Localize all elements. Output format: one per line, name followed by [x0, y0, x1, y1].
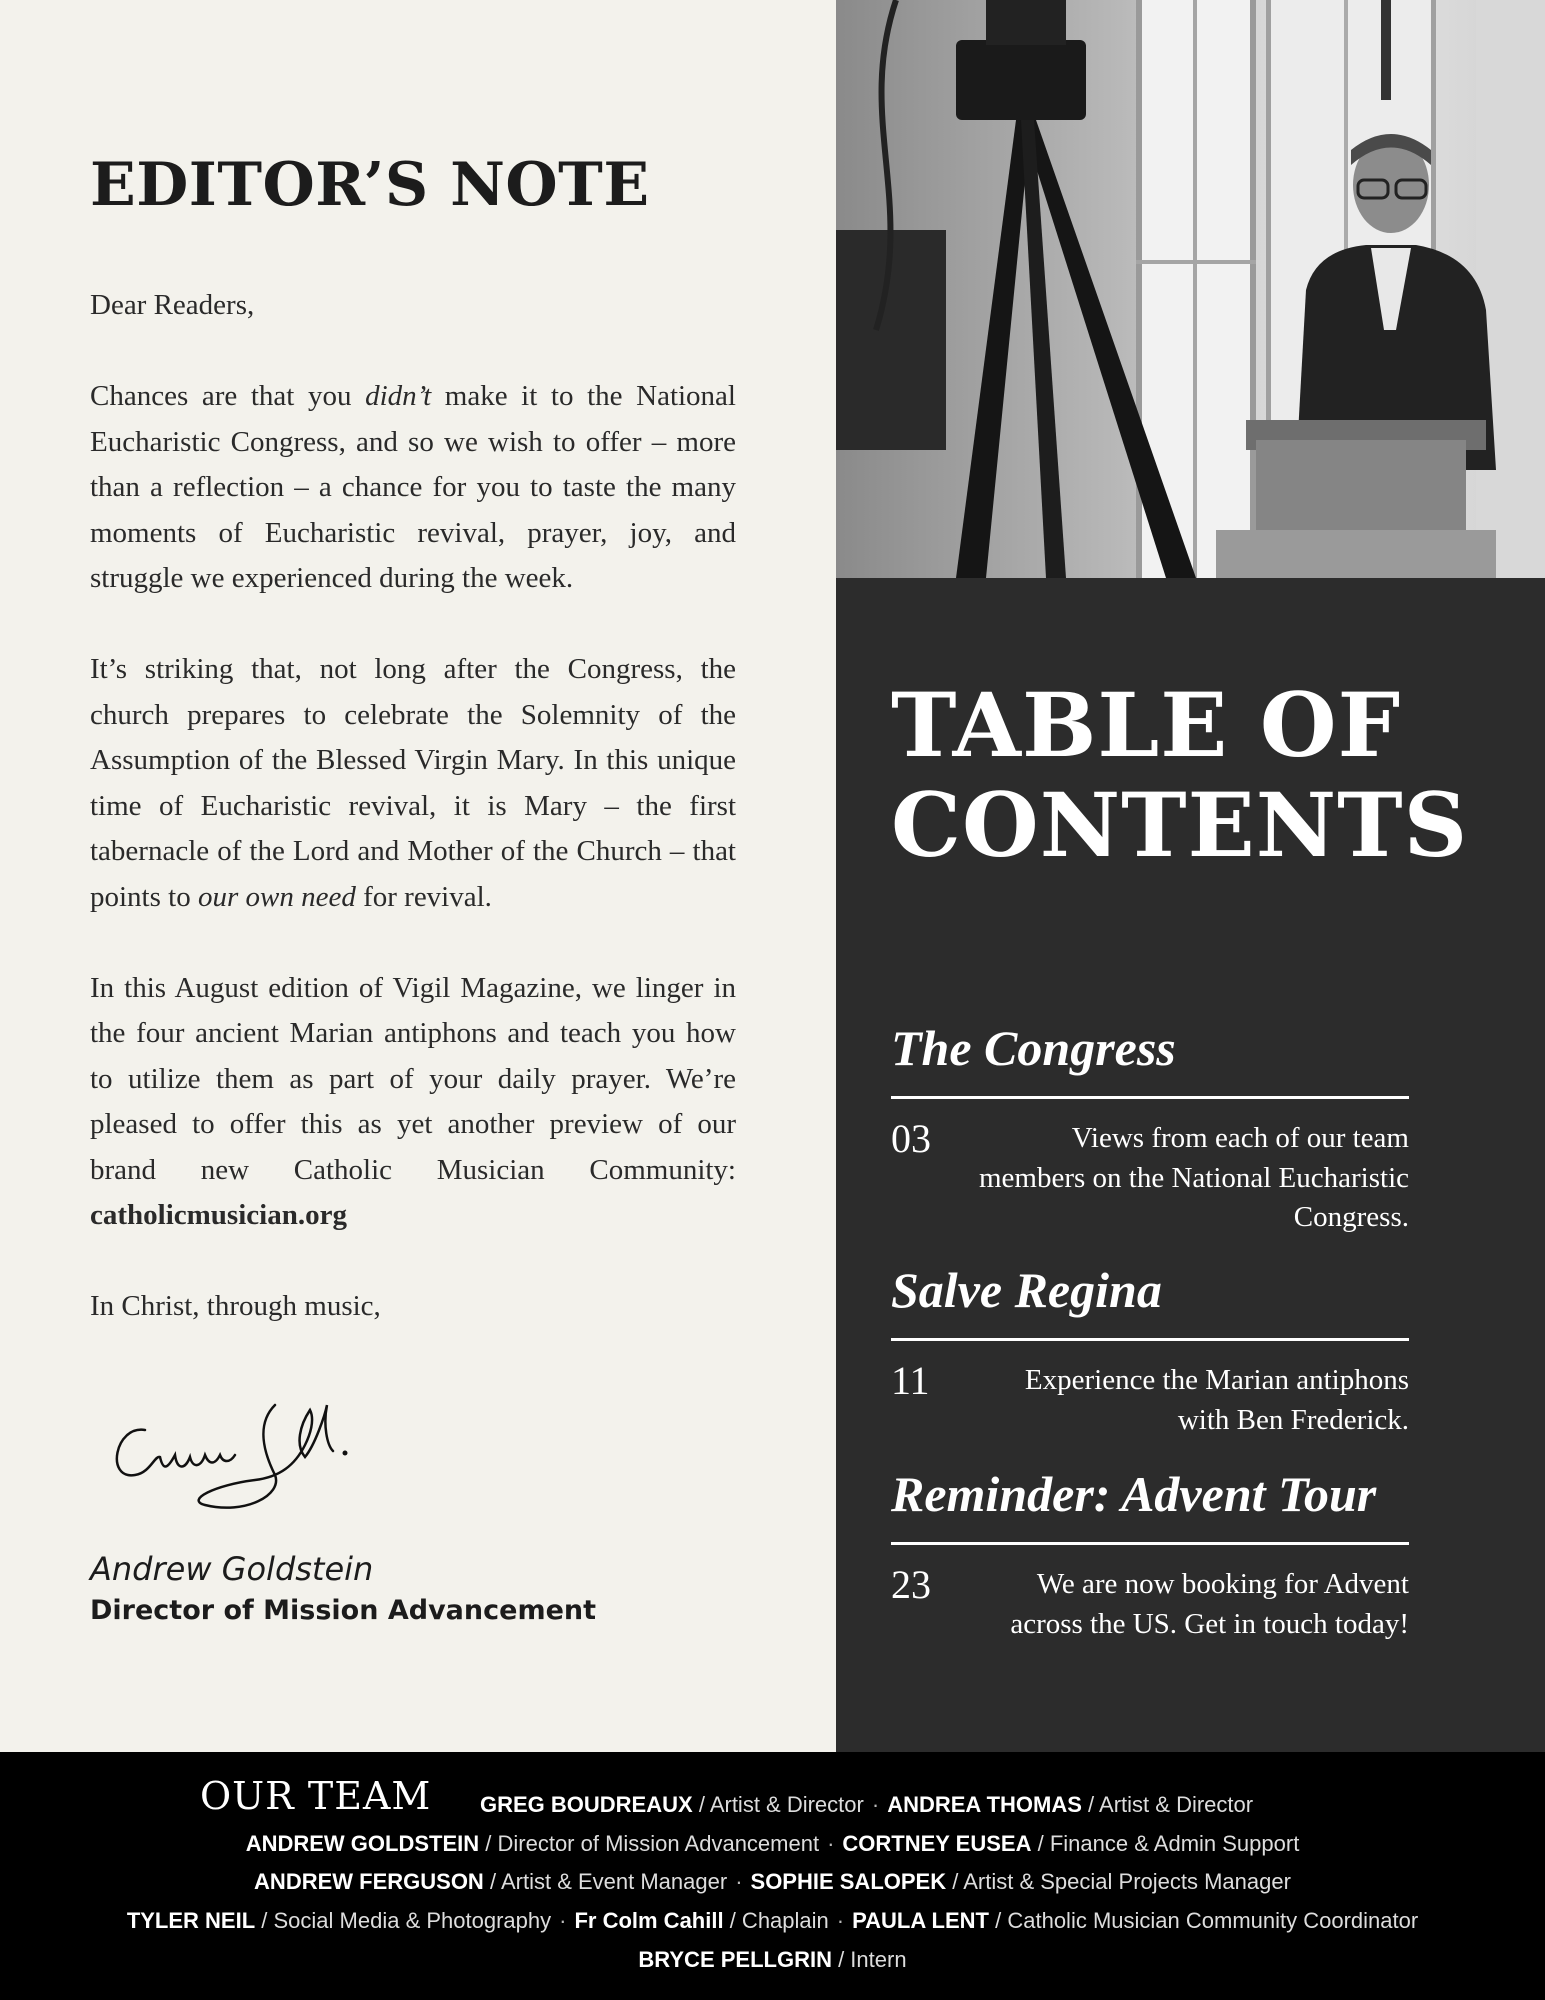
team-member-role: / Catholic Musician Community Coordinator: [995, 1908, 1419, 1933]
letter-greeting: Dear Readers,: [90, 289, 255, 321]
team-member-name: SOPHIE SALOPEK: [750, 1869, 947, 1894]
team-member-name: ANDREW GOLDSTEIN: [245, 1831, 480, 1856]
toc-entry-congress[interactable]: [891, 1018, 1409, 1238]
handwritten-signature: [105, 1385, 365, 1515]
toc-divider: [891, 1096, 1409, 1099]
team-member-name: TYLER NEIL: [126, 1908, 256, 1933]
toc-entry-heading: The Congress: [891, 1020, 1176, 1076]
letter-paragraph-1: [90, 374, 736, 602]
toc-title: [891, 675, 1511, 875]
author-title: Director of Mission Advancement: [90, 1595, 597, 1626]
toc-entry-row: [891, 1562, 1409, 1644]
team-member-name: GREG BOUDREAUX: [480, 1792, 693, 1817]
author-name: Andrew Goldstein: [90, 1550, 374, 1588]
team-member-role: / Chaplain: [729, 1908, 829, 1933]
toc-entry-heading: Reminder: Advent Tour: [891, 1466, 1377, 1522]
toc-page-number: 03: [891, 1116, 931, 1161]
toc-entry-description: Views from each of our team members on the National Eucharistic Congress.: [978, 1122, 1409, 1233]
emphasis-text: our own need: [197, 880, 356, 913]
emphasis-text: didn’t: [365, 380, 432, 412]
toc-entry-description: Experience the Marian antiphons with Ben Frederick.: [1024, 1364, 1409, 1436]
toc-entry-row: [891, 1116, 1409, 1238]
team-member-role: / Finance & Admin Support: [1037, 1831, 1300, 1856]
toc-divider: [891, 1542, 1409, 1545]
toc-title-line-2: CONTENTS: [891, 773, 1469, 877]
team-member-role: / Intern: [838, 1947, 907, 1972]
team-member-name: PAULA LENT: [852, 1908, 989, 1933]
separator-dot: ·: [559, 1908, 567, 1933]
team-line-1: [0, 1792, 1545, 1818]
separator-dot: ·: [836, 1908, 845, 1933]
letter-paragraph-2: [90, 647, 736, 920]
team-member-role: / Artist & Special Projects Manager: [952, 1869, 1291, 1894]
toc-entry-row: [891, 1358, 1409, 1440]
team-member-role: / Artist & Event Manager: [489, 1869, 728, 1894]
toc-entry-heading: Salve Regina: [891, 1262, 1162, 1318]
separator-dot: ·: [827, 1831, 835, 1856]
toc-page-number: 11: [891, 1358, 930, 1403]
toc-title-line-1: TABLE OF: [891, 673, 1402, 777]
team-line-5: [0, 1947, 1545, 1973]
paragraph-text: Chances are that you: [90, 380, 366, 412]
toc-entry-advent-tour[interactable]: [891, 1464, 1409, 1644]
separator-dot: ·: [871, 1792, 880, 1817]
team-line-3: [0, 1869, 1545, 1895]
team-member-name: ANDREA THOMAS: [887, 1792, 1082, 1817]
paragraph-text: make it to the National Eucharistic Congress, and so we wish to offer – more than a reflection – a chance for you to taste the many moments of Eucharistic revival, prayer, joy, and struggle we experienced during the week.: [90, 380, 736, 594]
paragraph-text: In this August edition of Vigil Magazine, we linger in the four ancient Marian antiphons and teach you how to utilize them as part of your daily prayer. We’re pleased to offer this as yet another preview of our brand new Catholic Musician Community:: [90, 971, 736, 1186]
toc-page-number: 23: [891, 1562, 931, 1607]
editors-note-title: EDITOR’S NOTE: [90, 150, 650, 220]
toc-divider: [891, 1338, 1409, 1341]
team-line-2: [0, 1831, 1545, 1857]
team-member-role: / Director of Mission Advancement: [485, 1831, 820, 1856]
speaker-photo-illustration: [836, 0, 1545, 578]
team-member-name: Fr Colm Cahill: [574, 1908, 724, 1933]
editors-letter: [90, 283, 736, 1330]
team-member-role: / Social Media & Photography: [261, 1908, 552, 1933]
our-team-label: OUR TEAM: [200, 1774, 432, 1818]
toc-entry-salve-regina[interactable]: [891, 1260, 1409, 1440]
speaker-photo: [836, 0, 1545, 578]
team-member-role: / Artist & Director: [698, 1792, 864, 1817]
team-member-name: BRYCE PELLGRIN: [638, 1947, 832, 1972]
paragraph-text: It’s striking that, not long after the Congress, the church prepares to celebrate the Solemnity of the Assumption of the Blessed Virgin Mary. In this unique time of Eucharistic revival, it is Mary – the first tabernacle of the Lord and Mother of the Church – that points to: [90, 653, 736, 913]
team-member-name: ANDREW FERGUSON: [254, 1869, 484, 1894]
community-link[interactable]: catholicmusician.org: [90, 1199, 347, 1231]
paragraph-text: for revival.: [355, 880, 492, 913]
letter-paragraph-3: [90, 966, 736, 1239]
letter-closing: In Christ, through music,: [90, 1290, 381, 1322]
separator-dot: ·: [735, 1869, 743, 1894]
team-member-role: / Artist & Director: [1088, 1792, 1254, 1817]
team-member-name: CORTNEY EUSEA: [842, 1831, 1032, 1856]
team-line-4: [0, 1908, 1545, 1934]
toc-entry-description: We are now booking for Advent across the US. Get in touch today!: [1010, 1568, 1409, 1640]
